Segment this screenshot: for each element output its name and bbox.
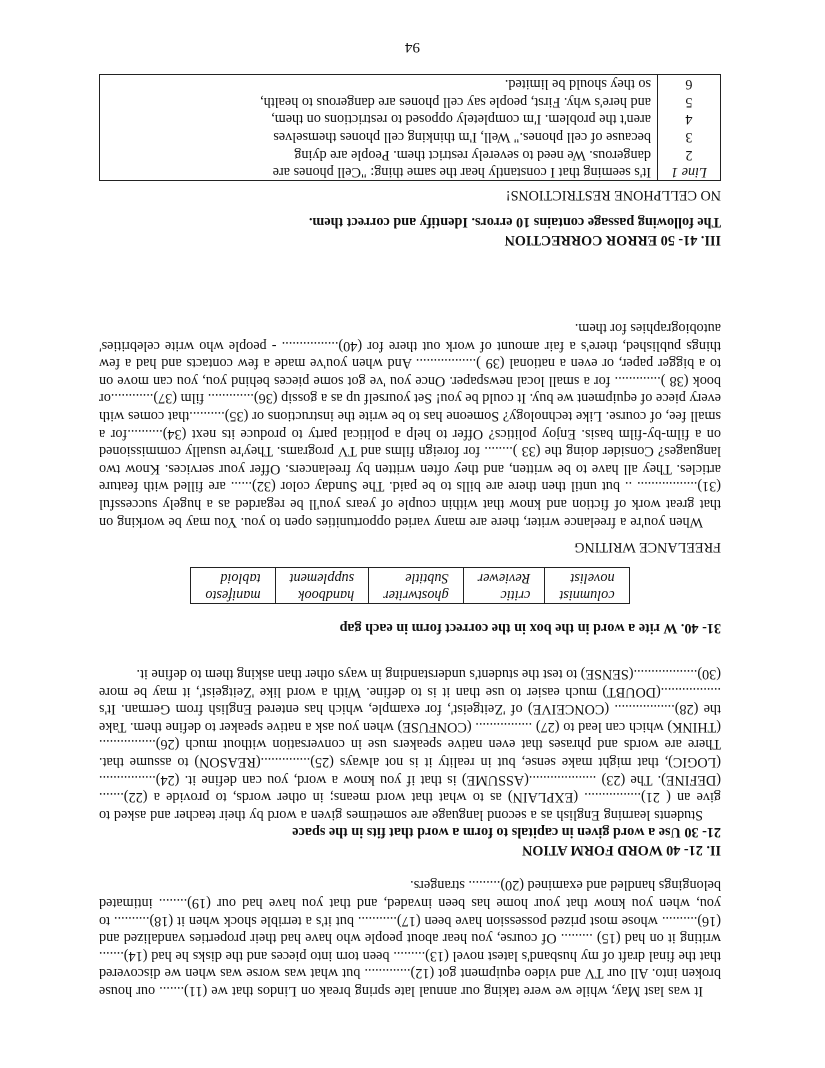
section-i-paragraph: It was last May, while we were taking our annual late spring break on Lindos that we (11)....... our house broken into. All our TV and video equipment got (12)............. but what was worse was when we discovered that the final draft of my husband's latest novel (13)......... been torn into pieces and the disks he had (14)....... writing it on had (15) ......... Of course, you hear about people who have had their properties vandalized and (16).......... whose most prized possession have been (17)........... but it's a terrible shock when it (18).......... to you, when you know that your home has been invaded, and that you have had our (19)........ intimated belongings handled and examined (20)......... strangers. [99,877,721,999]
line-number: 6 [658,74,721,92]
word-box [190,567,629,604]
freelance-writing-title: FREELANCE WRITING [574,539,721,556]
word-box-cell: critic [463,586,545,604]
error-correction-table [99,74,721,182]
table-row [100,127,721,145]
line-text: so they should be limited. [504,76,651,93]
word-box-cell: Reviewer [463,568,545,586]
section-ii-heading: II. 21- 40 WORD FORM ATION [522,842,721,858]
line-number: Line 1 [658,163,721,181]
table-row [100,74,721,92]
section-31-40-instruction: 31- 40. W rite a word in the box in the correct form in each gap [339,620,721,636]
line-text: dangerous. We need to severely restrict them. People are dying [294,146,651,163]
word-box-cell: supplement [275,568,369,586]
section-ii [99,664,721,858]
table-row [100,145,721,163]
freelance-writing-paragraph: When you're a freelance writer, there are many varied opportunities open to you. You may be working on that great work of fiction and know that within couple of years you'll be regarded as a hugely successful (31)................. .. but until then there are bills to be paid. The Sunday color (32)...... are filled with feature articles. They all have to be written, and they often written by freelancers. Offer your services. Know two languages? Consider doing the (33 )........ for foreign films and TV programs. They're usually commissioned on a film-by-film basis. Enjoy politics? Offer to help a political party to produce its next (34)..........for a small fee, of course. Like technology? Someone has to be write the instructions or (35)..........that comes with every piece of equipment we buy. It could be you! Set yourself up as a gossip (36)............. film (37)............or book (38 )............. for a small local newspaper. Once you 've got some pieces behind you, you can move on to a bigger paper, or even a national (39 )................. And when you've made a few contacts and had a few things published, there's a fair amount of work out there for (40)................ - people who write celebrities' autobiographies for them. [99,320,721,530]
table-row [100,163,721,181]
table-row [100,110,721,128]
line-number: 5 [658,92,721,110]
section-i [99,876,721,999]
section-iii [99,74,721,248]
word-box-cell: tabloid [191,568,275,586]
word-box-cell: Subtitle [369,568,463,586]
table-row [100,92,721,110]
section-ii-instruction: 21- 30 Use a word given in capitals to form a word that fits in the space [292,824,721,841]
section-iii-instruction: The following passage contains 10 errors. Identify and correct them. [308,214,721,231]
page-number: 94 [405,39,420,55]
word-box-cell: ghostwriter [369,586,463,604]
word-box-cell: handbook [275,586,369,604]
section-ii-paragraph: Students learning English as a second language are sometimes given a word by their teacher and asked to give an ( 21)................ (EXPLAIN) as to what that word means; in other words, to provide a (22)....... (DEFINE). The (23) ...................(ASSUME) is that if you know a word, you can define it. (24)................ (LOGIC), that might make sense, but in reality it is not always (25)..............(REASON) to assume that. There are words and phrases that even native speakers use in conversation without much (26)................ (THINK) which can lead to (27) ................ (CONFUSE) when you ask a native speaker to define them. Take the (28)................. (CONCEIVE) of 'Zeitgeist', for example, which has entered English from German. It's .................(DOUBT) much easier to use than it is to define. With a word like 'Zeitgeist', it may be more (30)..................(SENSE) to test the student's understanding in ways other than asking them to define it. [99,666,721,823]
line-number: 4 [658,110,721,128]
word-box-cell: novelist [545,568,629,586]
line-text: and here's why. First, people say cell phones are dangerous to health, [260,93,651,110]
line-number: 3 [658,127,721,145]
line-text: because of cell phones." Well, I'm thinking cell phones themselves [273,129,651,146]
section-31-40 [99,319,721,637]
line-text: It's seeming that I constantly hear the same thing: "Cell phones are [272,164,651,181]
line-text: aren't the problem. I'm completely opposed to restrictions on them, [271,111,651,128]
cellphone-title: NO CELLPHONE RESTRICTIONS! [505,186,721,203]
section-iii-heading: III. 41- 50 ERROR CORRECTION [504,232,721,248]
line-number: 2 [658,145,721,163]
word-box-cell: manifesto [191,586,275,604]
word-box-cell: columnist [545,586,629,604]
